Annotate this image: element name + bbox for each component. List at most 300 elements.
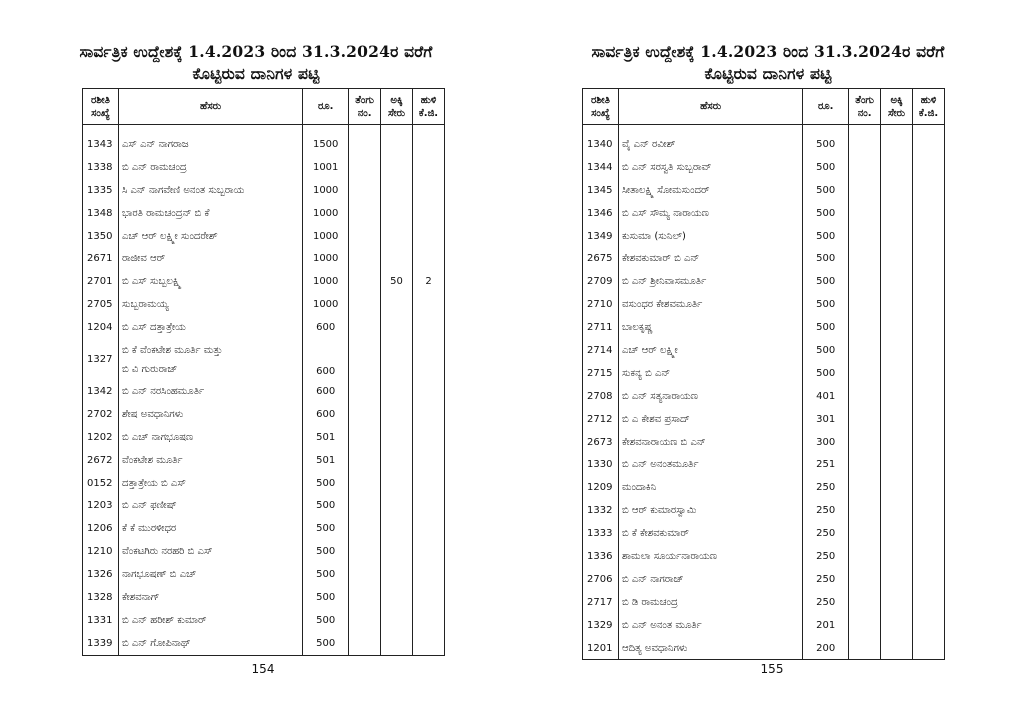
receipt-number-cell: 2671 — [83, 247, 119, 270]
coconut-cell — [849, 247, 881, 270]
rice-cell — [381, 426, 413, 449]
amount-cell: 500 — [803, 202, 849, 225]
table-row — [83, 632, 445, 655]
rice-cell — [881, 293, 913, 316]
amount-cell: 500 — [303, 632, 349, 655]
donor-name-cell: ಬಿ ಎನ್ ರಾಮಚಂದ್ರ — [118, 156, 302, 179]
donor-name-cell: ದತ್ತಾತ್ರೇಯ ಬಿ ಎಸ್ — [118, 472, 302, 495]
coconut-cell — [849, 339, 881, 362]
amount-cell: 300 — [803, 431, 849, 454]
rice-cell — [381, 586, 413, 609]
amount-cell: 500 — [803, 362, 849, 385]
coconut-cell — [849, 293, 881, 316]
donor-name-cell: ಭಾರತಿ ರಾಮಚಂದ್ರನ್ ಬಿ ಕೆ — [118, 202, 302, 225]
tamarind-cell — [413, 202, 445, 225]
rice-cell — [381, 540, 413, 563]
amount-cell: 600 — [303, 380, 349, 403]
amount-cell: 1000 — [303, 202, 349, 225]
rice-cell — [881, 591, 913, 614]
coconut-cell — [849, 591, 881, 614]
tamarind-cell — [413, 339, 445, 380]
tamarind-cell — [413, 494, 445, 517]
receipt-number-cell: 1338 — [83, 156, 119, 179]
amount-cell: 600 — [303, 403, 349, 426]
table-row — [83, 247, 445, 270]
coconut-cell — [349, 339, 381, 380]
rice-cell — [881, 637, 913, 660]
donor-name-cell: ಬಾಲಕೃಷ್ಣ — [618, 316, 802, 339]
receipt-number-cell: 2706 — [583, 568, 619, 591]
receipt-number-cell: 2702 — [83, 403, 119, 426]
rice-cell — [881, 408, 913, 431]
rice-cell — [881, 133, 913, 156]
rice-cell — [881, 202, 913, 225]
tamarind-cell — [413, 517, 445, 540]
receipt-number-cell: 2709 — [583, 270, 619, 293]
header-coconut: ತೆಂಗು ನಂ. — [849, 89, 881, 125]
rice-cell — [881, 522, 913, 545]
rice-cell — [381, 609, 413, 632]
table-row — [83, 609, 445, 632]
table-row — [83, 403, 445, 426]
rice-cell — [381, 316, 413, 339]
rice-cell — [381, 179, 413, 202]
table-row — [583, 247, 945, 270]
rice-cell — [881, 225, 913, 248]
table-row — [83, 270, 445, 293]
coconut-cell — [349, 563, 381, 586]
rice-cell — [881, 156, 913, 179]
header-amount: ರೂ. — [803, 89, 849, 125]
receipt-number-cell: 1350 — [83, 225, 119, 248]
receipt-number-cell: 1202 — [83, 426, 119, 449]
amount-cell: 500 — [803, 247, 849, 270]
table-row — [583, 316, 945, 339]
header-name: ಹೆಸರು — [118, 89, 302, 125]
receipt-number-cell: 1335 — [83, 179, 119, 202]
amount-cell: 250 — [803, 545, 849, 568]
header-tamarind: ಹುಳಿ ಕೆ.ಜಿ. — [413, 89, 445, 125]
donor-name-cell: ಬಿ ಎನ್ ಶ್ರೀನಿವಾಸಮೂರ್ತಿ — [618, 270, 802, 293]
coconut-cell — [849, 385, 881, 408]
rice-cell — [381, 563, 413, 586]
header-amount: ರೂ. — [303, 89, 349, 125]
donor-name-cell: ಬಿ ಎನ್ ನಾಗರಾಜ್ — [618, 568, 802, 591]
coconut-cell — [849, 545, 881, 568]
tamarind-cell — [913, 225, 945, 248]
receipt-number-cell: 1328 — [83, 586, 119, 609]
table-row — [583, 453, 945, 476]
table-row — [83, 449, 445, 472]
table-row — [583, 431, 945, 454]
page-number: 155 — [760, 662, 784, 676]
tamarind-cell: 2 — [413, 270, 445, 293]
amount-cell: 500 — [303, 472, 349, 495]
coconut-cell — [349, 179, 381, 202]
donor-name-cell: ಬಿ ಎಸ್ ಸುಬ್ಬಲಕ್ಷ್ಮಿ — [118, 270, 302, 293]
donor-name-cell: ವೈ ಎನ್ ರವೀಶ್ — [618, 133, 802, 156]
donor-name-cell: ಶಾಮಲಾ ಸೂರ್ಯನಾರಾಯಣ — [618, 545, 802, 568]
donor-name-cell: ರಾಜೀವ ಆರ್ — [118, 247, 302, 270]
rice-cell — [381, 517, 413, 540]
amount-cell: 500 — [803, 156, 849, 179]
receipt-number-cell: 2715 — [583, 362, 619, 385]
page-title-line1: ಸಾರ್ವತ್ರಿಕ ಉದ್ದೇಶಕ್ಕೆ 1.4.2023 ರಿಂದ 31.3.2024ರ ವರೆಗೆ — [591, 42, 945, 61]
receipt-number-cell: 1333 — [583, 522, 619, 545]
table-row — [583, 408, 945, 431]
receipt-number-cell: 2714 — [583, 339, 619, 362]
table-row — [583, 156, 945, 179]
rice-cell — [381, 156, 413, 179]
table-row — [83, 339, 445, 380]
donor-name-cell: ಸುಬ್ಬರಾಮಯ್ಯ — [118, 293, 302, 316]
amount-cell: 500 — [303, 540, 349, 563]
table-row — [583, 499, 945, 522]
receipt-number-cell: 2675 — [583, 247, 619, 270]
receipt-number-cell: 1201 — [583, 637, 619, 660]
donor-name-cell: ಕೇಶವನಾಗ್ — [118, 586, 302, 609]
rice-cell — [881, 431, 913, 454]
receipt-number-cell: 1209 — [583, 476, 619, 499]
amount-cell: 301 — [803, 408, 849, 431]
tamarind-cell — [413, 225, 445, 248]
coconut-cell — [349, 293, 381, 316]
tamarind-cell — [413, 472, 445, 495]
amount-cell: 501 — [303, 449, 349, 472]
receipt-number-cell: 1345 — [583, 179, 619, 202]
donor-name-cell: ಬಿ ಎನ್ ಗೋಪಿನಾಥ್ — [118, 632, 302, 655]
rice-cell — [881, 545, 913, 568]
rice-cell — [381, 133, 413, 156]
tamarind-cell — [413, 586, 445, 609]
receipt-number-cell: 2701 — [83, 270, 119, 293]
donor-name-cell: ಬಿ ಎಸ್ ದತ್ತಾತ್ರೇಯ — [118, 316, 302, 339]
tamarind-cell — [913, 476, 945, 499]
table-row — [83, 517, 445, 540]
donor-name-cell: ಬಿ ಡಿ ರಾಮಚಂದ್ರ — [618, 591, 802, 614]
tamarind-cell — [913, 637, 945, 660]
amount-cell: 500 — [303, 609, 349, 632]
rice-cell: 50 — [381, 270, 413, 293]
rice-cell — [381, 247, 413, 270]
amount-cell: 500 — [303, 494, 349, 517]
donor-name-cell: ವೆಂಕಟಗಿರು ನರಹರಿ ಬಿ ಎಸ್ — [118, 540, 302, 563]
coconut-cell — [349, 586, 381, 609]
rice-cell — [881, 270, 913, 293]
tamarind-cell — [913, 408, 945, 431]
donor-table — [582, 88, 945, 660]
tamarind-cell — [913, 522, 945, 545]
coconut-cell — [349, 540, 381, 563]
rice-cell — [881, 453, 913, 476]
page-title-line2: ಕೊಟ್ಟಿರುವ ದಾನಿಗಳ ಪಟ್ಟಿ — [192, 64, 320, 83]
header-rice: ಅಕ್ಕಿ ಸೇರು — [381, 89, 413, 125]
header-rice: ಅಕ್ಕಿ ಸೇರು — [881, 89, 913, 125]
rice-cell — [381, 202, 413, 225]
receipt-number-cell: 1339 — [83, 632, 119, 655]
tamarind-cell — [913, 133, 945, 156]
coconut-cell — [349, 494, 381, 517]
donor-name-cell: ಸುಕನ್ಯ ಬಿ ಎನ್ — [618, 362, 802, 385]
receipt-number-cell: 1327 — [83, 339, 119, 380]
tamarind-cell — [913, 431, 945, 454]
rice-cell — [881, 362, 913, 385]
receipt-number-cell: 1349 — [583, 225, 619, 248]
donor-name-cell: ಬಿ ಎನ್ ಸರಸ್ವತಿ ಸುಬ್ಬರಾವ್ — [618, 156, 802, 179]
tamarind-cell — [413, 293, 445, 316]
tamarind-cell — [913, 339, 945, 362]
rice-cell — [881, 316, 913, 339]
rice-cell — [381, 449, 413, 472]
tamarind-cell — [413, 563, 445, 586]
table-row — [83, 316, 445, 339]
tamarind-cell — [413, 247, 445, 270]
coconut-cell — [849, 522, 881, 545]
table-row — [583, 133, 945, 156]
amount-cell: 500 — [803, 179, 849, 202]
coconut-cell — [349, 380, 381, 403]
amount-cell: 200 — [803, 637, 849, 660]
receipt-number-cell: 1342 — [83, 380, 119, 403]
donor-name-cell: ಎಸ್ ಎನ್ ನಾಗರಾಜ — [118, 133, 302, 156]
table-header-row — [83, 89, 445, 125]
coconut-cell — [849, 476, 881, 499]
tamarind-cell — [413, 632, 445, 655]
receipt-number-cell: 1204 — [83, 316, 119, 339]
amount-cell: 500 — [803, 316, 849, 339]
receipt-number-cell: 2712 — [583, 408, 619, 431]
amount-cell: 500 — [303, 586, 349, 609]
amount-cell: 250 — [803, 499, 849, 522]
amount-cell: 1000 — [303, 179, 349, 202]
table-row — [583, 362, 945, 385]
tamarind-cell — [913, 453, 945, 476]
donor-name-cell: ಕೇಶವಕುಮಾರ್ ಬಿ ಎನ್ — [618, 247, 802, 270]
donor-name-cell: ಬಿ ಎನ್ ಹರೀಶ್ ಕುಮಾರ್ — [118, 609, 302, 632]
coconut-cell — [349, 403, 381, 426]
coconut-cell — [849, 362, 881, 385]
receipt-number-cell: 0152 — [83, 472, 119, 495]
coconut-cell — [349, 472, 381, 495]
receipt-number-cell: 2705 — [83, 293, 119, 316]
table-row — [83, 225, 445, 248]
coconut-cell — [349, 270, 381, 293]
coconut-cell — [349, 632, 381, 655]
receipt-number-cell: 1343 — [83, 133, 119, 156]
receipt-number-cell: 1346 — [583, 202, 619, 225]
coconut-cell — [349, 316, 381, 339]
table-row — [83, 133, 445, 156]
coconut-cell — [849, 156, 881, 179]
coconut-cell — [849, 202, 881, 225]
donor-name-cell: ಬಿ ಎನ್ ಫಣೀಷ್ — [118, 494, 302, 517]
table-header-row — [583, 89, 945, 125]
receipt-number-cell: 1348 — [83, 202, 119, 225]
amount-cell: 401 — [803, 385, 849, 408]
receipt-number-cell: 2710 — [583, 293, 619, 316]
amount-cell: 600 — [303, 316, 349, 339]
donor-name-cell: ಬಿ ಎಸ್ ಸೌಮ್ಯ ನಾರಾಯಣ — [618, 202, 802, 225]
page-title-line1: ಸಾರ್ವತ್ರಿಕ ಉದ್ದೇಶಕ್ಕೆ 1.4.2023 ರಿಂದ 31.3.2024ರ ವರೆಗೆ — [79, 42, 433, 61]
table-row — [83, 202, 445, 225]
coconut-cell — [349, 156, 381, 179]
donor-table — [82, 88, 445, 656]
amount-cell: 500 — [803, 293, 849, 316]
receipt-number-cell: 1203 — [83, 494, 119, 517]
rice-cell — [381, 494, 413, 517]
tamarind-cell — [413, 426, 445, 449]
table-row — [583, 293, 945, 316]
donor-name-cell: ಬಿ ಎನ್ ನರಸಿಂಹಮೂರ್ತಿ — [118, 380, 302, 403]
table-row — [583, 202, 945, 225]
receipt-number-cell: 1210 — [83, 540, 119, 563]
coconut-cell — [849, 408, 881, 431]
donor-name-cell: ಸೀತಾಲಕ್ಷ್ಮಿ ಸೋಮಸುಂದರ್ — [618, 179, 802, 202]
table-row — [583, 225, 945, 248]
tamarind-cell — [913, 499, 945, 522]
tamarind-cell — [413, 156, 445, 179]
rice-cell — [381, 225, 413, 248]
tamarind-cell — [913, 362, 945, 385]
donor-name-cell: ಕುಸುಮಾ (ಸುನಿಲ್) — [618, 225, 802, 248]
receipt-number-cell: 2673 — [583, 431, 619, 454]
rice-cell — [381, 472, 413, 495]
header-receipt-number: ರಶೀತಿ ಸಂಖ್ಯೆ — [83, 89, 119, 125]
tamarind-cell — [913, 316, 945, 339]
amount-cell: 1000 — [303, 270, 349, 293]
amount-cell: 500 — [803, 270, 849, 293]
receipt-number-cell: 1332 — [583, 499, 619, 522]
receipt-number-cell: 1336 — [583, 545, 619, 568]
receipt-number-cell: 2672 — [83, 449, 119, 472]
donor-name-cell: ಎಚ್ ಆರ್ ಲಕ್ಷ್ಮೀ — [618, 339, 802, 362]
rice-cell — [881, 339, 913, 362]
donor-name-cell: ಎಚ್ ಆರ್ ಲಕ್ಷ್ಮೀ ಸುಂದರೇಶ್ — [118, 225, 302, 248]
receipt-number-cell: 1206 — [83, 517, 119, 540]
coconut-cell — [849, 225, 881, 248]
table-row — [583, 179, 945, 202]
tamarind-cell — [413, 540, 445, 563]
table-row — [83, 293, 445, 316]
table-row — [583, 545, 945, 568]
donor-name-cell: ಮಂದಾಕಿನಿ — [618, 476, 802, 499]
rice-cell — [381, 632, 413, 655]
page-title-line2: ಕೊಟ್ಟಿರುವ ದಾನಿಗಳ ಪಟ್ಟಿ — [704, 64, 832, 83]
coconut-cell — [849, 637, 881, 660]
table-row — [83, 426, 445, 449]
rice-cell — [381, 380, 413, 403]
table-row — [83, 586, 445, 609]
table-row — [83, 563, 445, 586]
receipt-number-cell: 1344 — [583, 156, 619, 179]
coconut-cell — [349, 449, 381, 472]
tamarind-cell — [913, 179, 945, 202]
amount-cell: 250 — [803, 568, 849, 591]
tamarind-cell — [913, 247, 945, 270]
amount-cell: 250 — [803, 476, 849, 499]
amount-cell: 201 — [803, 614, 849, 637]
donor-name-cell: ವಸುಂಧರ ಕೇಶವಮೂರ್ತಿ — [618, 293, 802, 316]
amount-cell: 250 — [803, 522, 849, 545]
table-row — [83, 156, 445, 179]
table-row — [83, 380, 445, 403]
donor-name-cell: ಬಿ ಎ ಕೇಶವ ಪ್ರಸಾದ್ — [618, 408, 802, 431]
coconut-cell — [349, 225, 381, 248]
donor-name-cell: ಬಿ ಕೆ ಕೇಶವಕುಮಾರ್ — [618, 522, 802, 545]
tamarind-cell — [413, 609, 445, 632]
rice-cell — [881, 247, 913, 270]
table-row — [583, 591, 945, 614]
tamarind-cell — [413, 179, 445, 202]
table-row — [83, 472, 445, 495]
table-row — [583, 614, 945, 637]
donor-name-cell: ಬಿ ಕೆ ವೆಂಕಟೇಶ ಮೂರ್ತಿ ಮತ್ತು ಬಿ ವಿ ಗುರುರಾಜ್ — [118, 339, 302, 380]
table-row — [583, 270, 945, 293]
coconut-cell — [849, 499, 881, 522]
amount-cell: 1000 — [303, 247, 349, 270]
table-row — [583, 339, 945, 362]
tamarind-cell — [413, 449, 445, 472]
coconut-cell — [849, 453, 881, 476]
header-coconut: ತೆಂಗು ನಂ. — [349, 89, 381, 125]
amount-cell: 1000 — [303, 225, 349, 248]
coconut-cell — [349, 609, 381, 632]
amount-cell: 1000 — [303, 293, 349, 316]
donor-name-cell: ಸಿ ಎನ್ ನಾಗವೇಣಿ ಅನಂತ ಸುಬ್ಬರಾಯ — [118, 179, 302, 202]
coconut-cell — [849, 179, 881, 202]
rice-cell — [881, 568, 913, 591]
coconut-cell — [849, 270, 881, 293]
donor-name-cell: ನಾಗಭೂಷಣ್ ಬಿ ಎಚ್ — [118, 563, 302, 586]
receipt-number-cell: 1331 — [83, 609, 119, 632]
coconut-cell — [849, 133, 881, 156]
coconut-cell — [349, 133, 381, 156]
donor-name-cell: ಬಿ ಎನ್ ಅನಂತ ಮೂರ್ತಿ — [618, 614, 802, 637]
receipt-number-cell: 1330 — [583, 453, 619, 476]
receipt-number-cell: 1329 — [583, 614, 619, 637]
tamarind-cell — [913, 385, 945, 408]
coconut-cell — [849, 614, 881, 637]
table-row — [83, 540, 445, 563]
rice-cell — [881, 476, 913, 499]
coconut-cell — [849, 568, 881, 591]
tamarind-cell — [913, 202, 945, 225]
donor-name-cell: ಕೇಶವನಾರಾಯಣ ಬಿ ಎನ್ — [618, 431, 802, 454]
tamarind-cell — [913, 591, 945, 614]
coconut-cell — [349, 517, 381, 540]
tamarind-cell — [913, 614, 945, 637]
amount-cell: 250 — [803, 591, 849, 614]
amount-cell: 1001 — [303, 156, 349, 179]
rice-cell — [381, 403, 413, 426]
tamarind-cell — [913, 545, 945, 568]
table-row — [583, 385, 945, 408]
table-row — [583, 522, 945, 545]
amount-cell: 1500 — [303, 133, 349, 156]
coconut-cell — [849, 431, 881, 454]
header-tamarind: ಹುಳಿ ಕೆ.ಜಿ. — [913, 89, 945, 125]
header-name: ಹೆಸರು — [618, 89, 802, 125]
donor-name-cell: ಆದಿತ್ಯ ಅವಧಾನಿಗಳು — [618, 637, 802, 660]
table-row — [83, 494, 445, 517]
donor-name-cell: ಬಿ ಎನ್ ಅನಂತಮೂರ್ತಿ — [618, 453, 802, 476]
coconut-cell — [349, 247, 381, 270]
donor-name-cell: ವೆಂಕಟೇಶ ಮೂರ್ತಿ — [118, 449, 302, 472]
tamarind-cell — [913, 270, 945, 293]
tamarind-cell — [413, 403, 445, 426]
header-receipt-number: ರಶೀತಿ ಸಂಖ್ಯೆ — [583, 89, 619, 125]
rice-cell — [881, 499, 913, 522]
